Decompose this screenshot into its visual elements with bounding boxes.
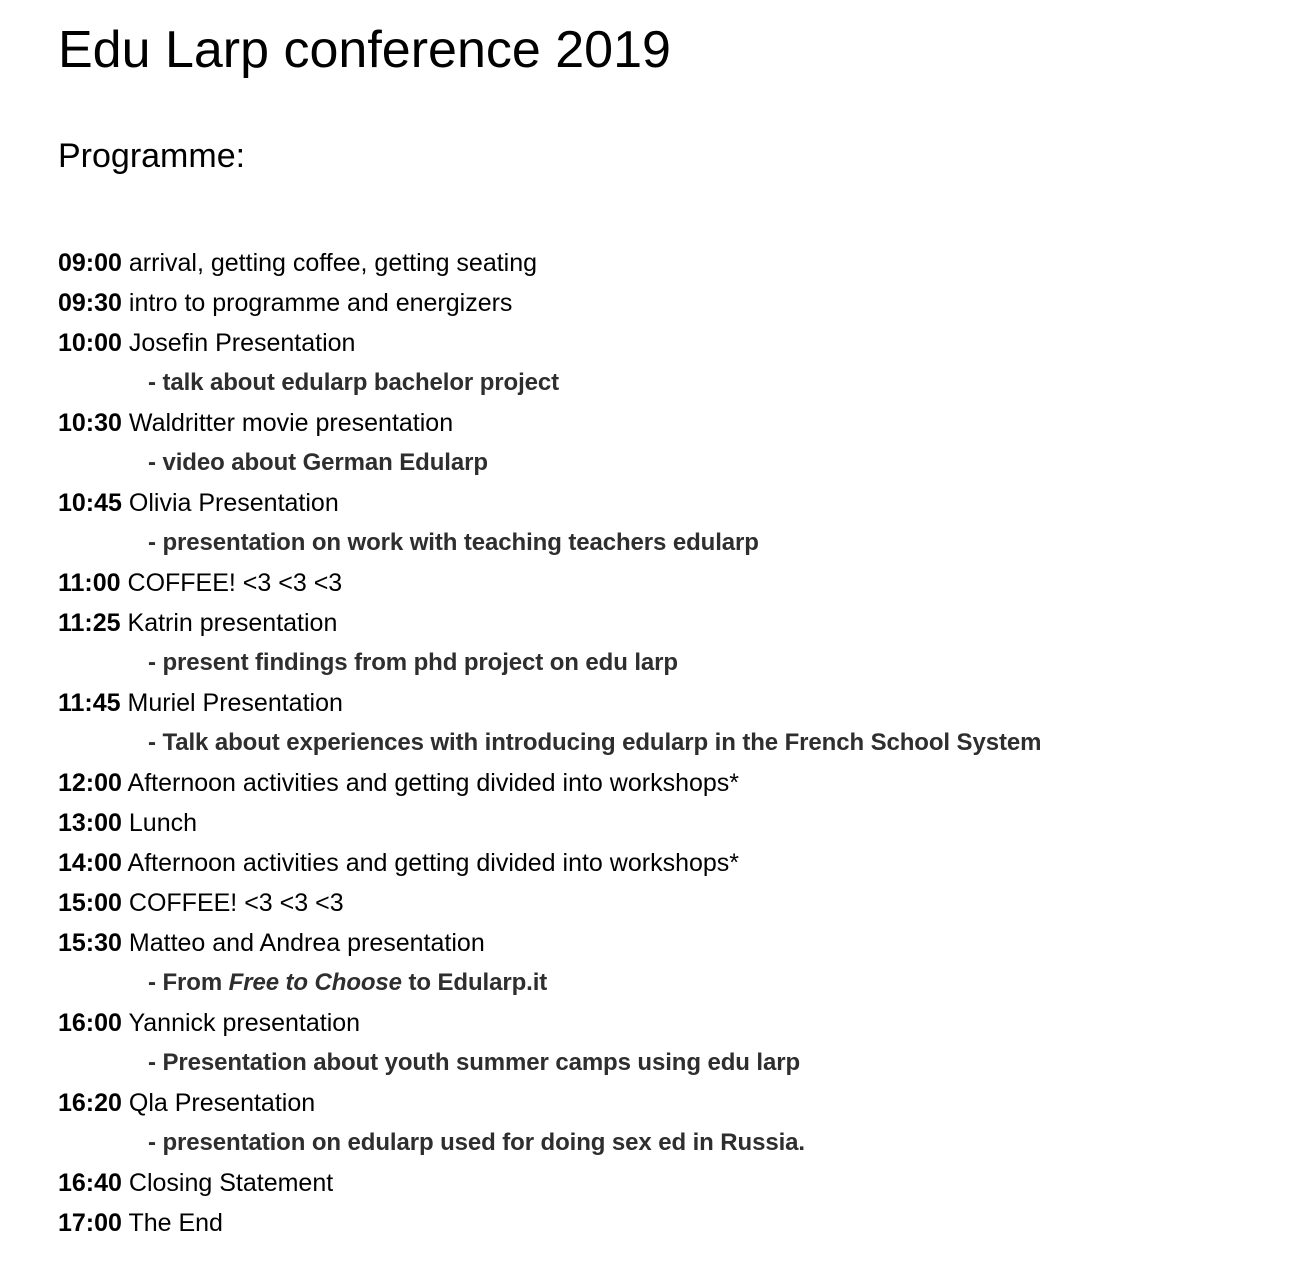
schedule-row: [58, 483, 1266, 523]
schedule-time: 17:00: [58, 1208, 122, 1237]
schedule-time: 16:00: [58, 1008, 122, 1037]
schedule-time: 13:00: [58, 808, 122, 837]
schedule-time: 15:00: [58, 888, 122, 917]
schedule-description: Afternoon activities and getting divided into workshops*: [127, 768, 740, 797]
schedule-row: [58, 843, 1266, 883]
detail-text: to Edularp.it: [401, 968, 548, 996]
schedule-time: 09:30: [58, 288, 122, 317]
detail-text: - talk about edularp bachelor project: [148, 368, 560, 396]
schedule-row: [58, 243, 1266, 283]
schedule-row: [58, 1163, 1266, 1203]
schedule-detail: [58, 1043, 1266, 1083]
schedule-description: Katrin presentation: [127, 608, 338, 637]
detail-text: - presentation on work with teaching teachers edularp: [148, 528, 759, 556]
detail-text: - From: [148, 968, 229, 996]
schedule-description: arrival, getting coffee, getting seating: [128, 248, 538, 277]
schedule-time: 16:40: [58, 1168, 122, 1197]
programme-heading: Programme:: [58, 136, 246, 175]
schedule-description: Yannick presentation: [128, 1008, 361, 1037]
schedule-list: [58, 243, 1266, 1243]
schedule-description: Matteo and Andrea presentation: [128, 928, 485, 957]
schedule-row: [58, 1003, 1266, 1043]
schedule-detail: [58, 1123, 1266, 1163]
schedule-description: Muriel Presentation: [127, 688, 343, 717]
schedule-row: [58, 603, 1266, 643]
schedule-description: Lunch: [128, 808, 198, 837]
schedule-time: 10:00: [58, 328, 122, 357]
schedule-row: [58, 763, 1266, 803]
schedule-time: 10:30: [58, 408, 122, 437]
schedule-description: COFFEE! <3 <3 <3: [128, 888, 344, 917]
schedule-detail: [58, 443, 1266, 483]
schedule-row: [58, 1083, 1266, 1123]
schedule-row: [58, 323, 1266, 363]
schedule-row: [58, 563, 1266, 603]
detail-text: - Presentation about youth summer camps using edu larp: [148, 1048, 801, 1076]
schedule-time: 11:25: [58, 608, 121, 637]
schedule-row: [58, 283, 1266, 323]
detail-text-italic: Free to Choose: [228, 968, 402, 996]
schedule-row: [58, 883, 1266, 923]
schedule-row: [58, 403, 1266, 443]
schedule-description: Closing Statement: [128, 1168, 334, 1197]
schedule-detail: [58, 523, 1266, 563]
schedule-description: Qla Presentation: [128, 1088, 316, 1117]
schedule-description: Afternoon activities and getting divided into workshops*: [127, 848, 740, 877]
schedule-time: 11:45: [58, 688, 121, 717]
detail-text: - present findings from phd project on edu larp: [148, 648, 678, 676]
schedule-time: 11:00: [58, 568, 121, 597]
detail-text: - Talk about experiences with introducing edularp in the French School System: [148, 728, 1042, 756]
schedule-row: [58, 803, 1266, 843]
detail-text: - presentation on edularp used for doing sex ed in Russia.: [148, 1128, 805, 1156]
schedule-description: intro to programme and energizers: [128, 288, 513, 317]
schedule-time: 16:20: [58, 1088, 122, 1117]
schedule-detail: [58, 363, 1266, 403]
detail-text: - video about German Edularp: [148, 448, 488, 476]
schedule-description: Olivia Presentation: [128, 488, 339, 517]
schedule-row: [58, 683, 1266, 723]
schedule-row: [58, 923, 1266, 963]
schedule-description: Josefin Presentation: [128, 328, 356, 357]
schedule-time: 14:00: [58, 848, 122, 877]
schedule-time: 10:45: [58, 488, 122, 517]
schedule-description: The End: [128, 1208, 223, 1237]
schedule-row: [58, 1203, 1266, 1243]
schedule-time: 09:00: [58, 248, 122, 277]
schedule-detail: [58, 723, 1266, 763]
schedule-time: 15:30: [58, 928, 122, 957]
schedule-detail: [58, 963, 1266, 1003]
schedule-detail: [58, 643, 1266, 683]
schedule-description: COFFEE! <3 <3 <3: [127, 568, 343, 597]
schedule-time: 12:00: [58, 768, 122, 797]
document-title: Edu Larp conference 2019: [58, 21, 671, 79]
schedule-description: Waldritter movie presentation: [128, 408, 454, 437]
